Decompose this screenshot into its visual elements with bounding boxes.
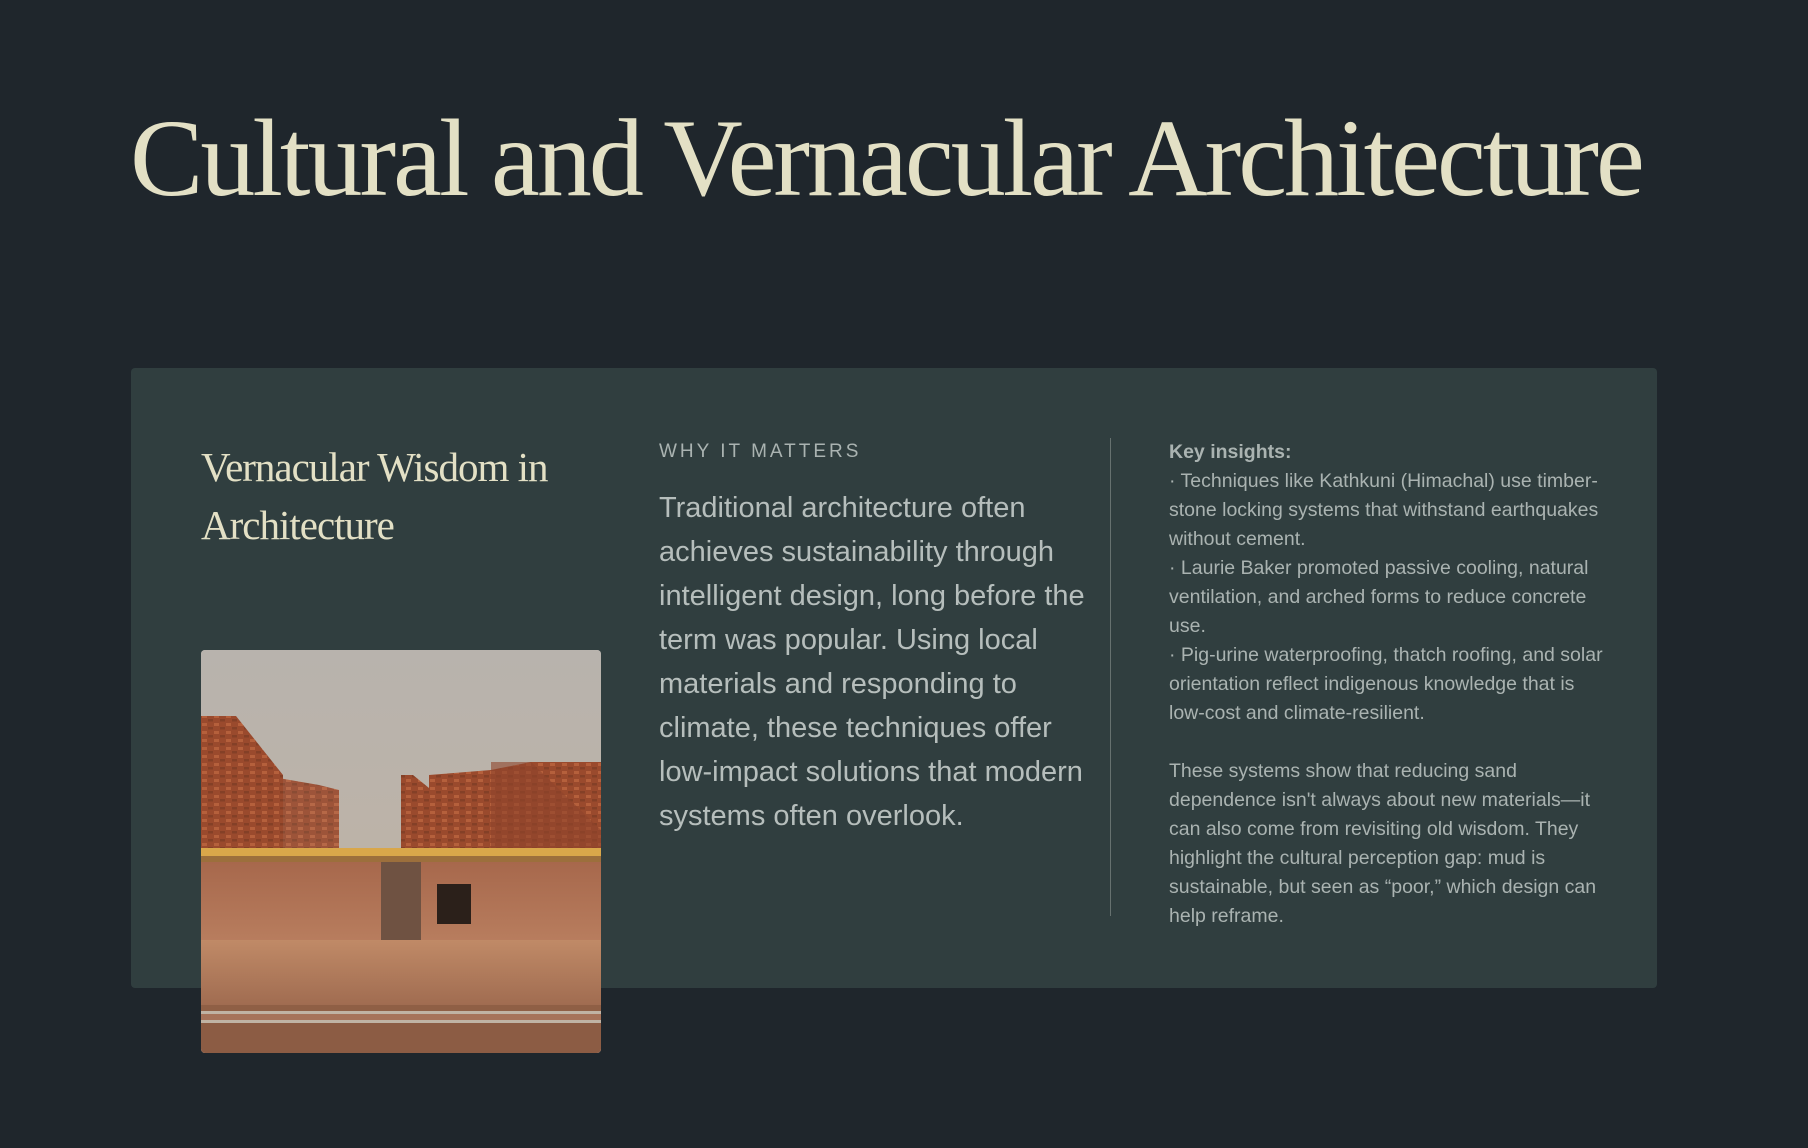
insight-item: · Laurie Baker promoted passive cooling, natural ventilation, and arched forms to reduce concrete use.: [1169, 557, 1589, 637]
key-insights: [1169, 438, 1611, 931]
why-it-matters-label: WHY IT MATTERS: [659, 441, 862, 462]
brick-building-photo: [201, 650, 601, 1053]
insight-item: · Pig-urine waterproofing, thatch roofing, and solar orientation reflect indigenous knowledge that is low-cost and climate-resilient.: [1169, 644, 1603, 724]
insights-summary: These systems show that reducing sand dependence isn't always about new materials—it can also come from revisiting old wisdom. They highlight the cultural perception gap: mud is sustainable, but seen as “poor,” which design can help reframe.: [1169, 760, 1597, 927]
insight-item: · Techniques like Kathkuni (Himachal) use timber-stone locking systems that withstand earthquakes without cement.: [1169, 470, 1599, 550]
lead-paragraph: Traditional architecture often achieves sustainability through intelligent design, long before the term was popular. Using local materials and responding to climate, these techniques offer low-impact solutions that modern systems often overlook.: [659, 492, 1085, 832]
column-divider: [1110, 438, 1111, 916]
card-heading: Vernacular Wisdom in Architecture: [201, 444, 548, 548]
key-insights-label: Key insights:: [1169, 441, 1292, 463]
page-title: Cultural and Vernacular Architecture: [130, 97, 1642, 219]
